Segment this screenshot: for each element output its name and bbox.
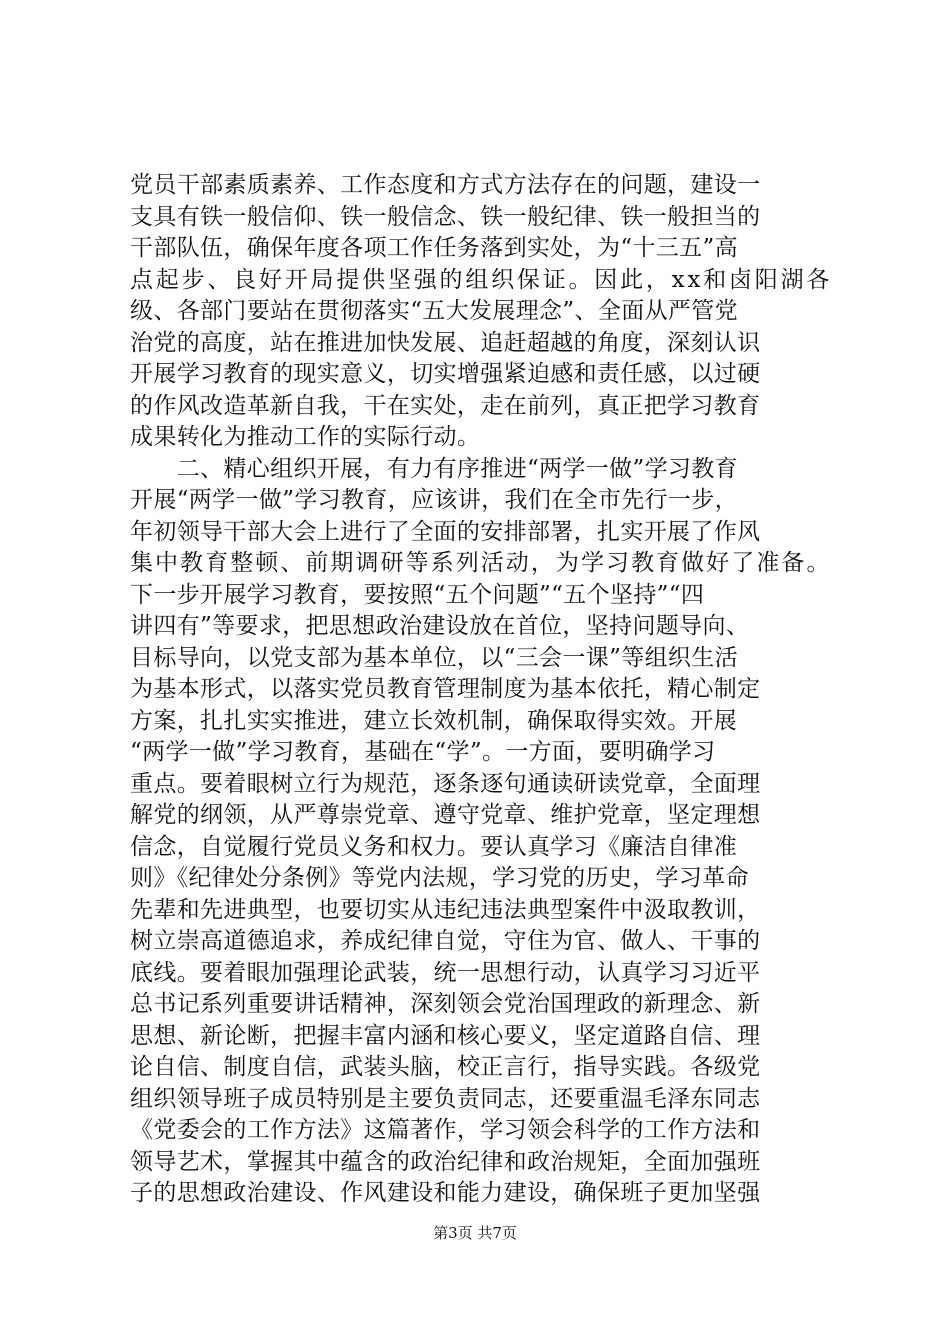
text-line: 下一步开展学习教育，要按照“五个问题”“五个坚持”“四 (130, 581, 705, 608)
text-line: 则》《纪律处分条例》等党内法规，学习党的历史，学习革命 (130, 865, 749, 891)
text-line: 成果转化为推动工作的实际行动。 (130, 424, 481, 450)
text-line: 《党委会的工作方法》这篇著作，学习领会科学的工作方法和 (130, 1117, 761, 1143)
page-footer: 第3页 共7页 (433, 1224, 517, 1242)
text-line: 组织领导班子成员特别是主要负责同志，还要重温毛泽东同志 (130, 1085, 761, 1112)
text-line: 论自信、制度自信，武装头脑，校正言行，指导实践。各级党 (130, 1054, 761, 1080)
text-line: 党员干部素质素养、工作态度和方式方法存在的问题，建设一 (130, 172, 761, 198)
text-line: 总书记系列重要讲话精神，深刻领会党治国理政的新理念、新 (130, 991, 761, 1017)
text-line: 的作风改造革新自我，干在实处，走在前列，真正把学习教育 (130, 392, 761, 419)
text-line: 方案，扎扎实实推进，建立长效机制，确保取得实效。开展 (130, 707, 738, 734)
text-line: 领导艺术，掌握其中蕴含的政治纪律和政治规矩，全面加强班 (130, 1148, 761, 1175)
text-line: 治党的高度，站在推进加快发展、追赶超越的角度，深刻认识 (130, 329, 761, 356)
text-line: 为基本形式，以落实党员教育管理制度为基本依托，精心制定 (130, 676, 761, 702)
text-line: 干部队伍，确保年度各项工作任务落到实处，为“十三五”高 (130, 235, 738, 261)
text-line: 信念，自觉履行党员义务和权力。要认真学习《廉洁自律准 (130, 833, 738, 860)
text-line: 思想、新论断，把握丰富内涵和核心要义，坚定道路自信、理 (130, 1022, 761, 1049)
text-line: 子的思想政治建设、作风建设和能力建设，确保班子更加坚强 (130, 1180, 761, 1206)
body-text (130, 170, 833, 1210)
text-line: 开展学习教育的现实意义，切实增强紧迫感和责任感，以过硬 (130, 361, 761, 387)
text-line: 二、精心组织开展，有力有序推进“两学一做”学习教育 (130, 455, 738, 482)
text-line: 年初领导干部大会上进行了全面的安排部署，扎实开展了作风 (130, 518, 761, 545)
text-line: 集中教育整顿、前期调研等系列活动，为学习教育做好了准备。 (130, 550, 832, 576)
text-line: 支具有铁一般信仰、铁一般信念、铁一般纪律、铁一般担当的 (130, 203, 761, 230)
text-line: “两学一做”学习教育，基础在“学”。一方面，要明确学习 (130, 739, 716, 765)
text-line: 点起步、良好开局提供坚强的组织保证。因此，xx和卤阳湖各 (130, 266, 833, 293)
text-line: 解党的纲领，从严尊崇党章、遵守党章、维护党章，坚定理想 (130, 802, 761, 828)
text-line: 先辈和先进典型，也要切实从违纪违法典型案件中汲取教训， (130, 896, 761, 923)
text-line: 级、各部门要站在贯彻落实“五大发展理念”、全面从严管党 (130, 298, 738, 324)
text-line: 开展“两学一做”学习教育，应该讲，我们在全市先行一步， (130, 487, 738, 513)
text-line: 底线。要着眼加强理论武装，统一思想行动，认真学习习近平 (130, 959, 761, 986)
text-line: 讲四有”等要求，把思想政治建设放在首位，坚持问题导向、 (130, 613, 750, 639)
text-line: 重点。要着眼树立行为规范，逐条逐句通读研读党章，全面理 (130, 770, 761, 797)
text-line: 树立崇高道德追求，养成纪律自觉，守住为官、做人、干事的 (130, 928, 761, 954)
text-line: 目标导向，以党支部为基本单位，以“三会一课”等组织生活 (130, 644, 738, 671)
